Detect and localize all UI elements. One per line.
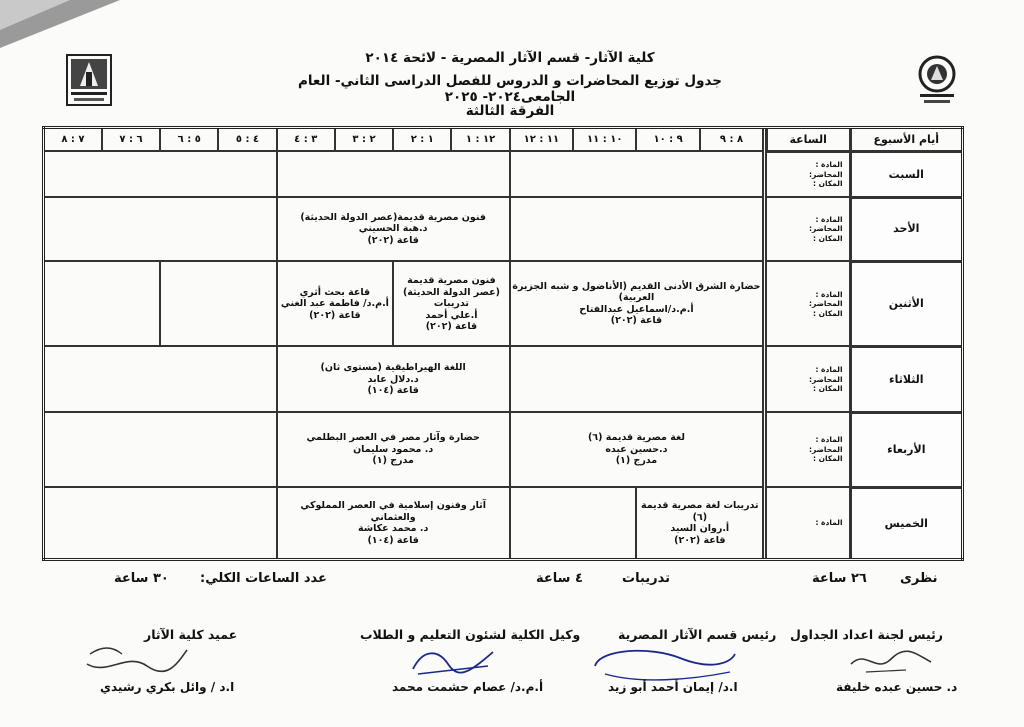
day-thursday: الخميس: [850, 487, 962, 560]
hour-slot: ٨ : ٩: [700, 128, 763, 152]
header-schedule-line: جدول توزيع المحاضرات و الدروس للفصل الدراسى الثاني- العام الجامعى٢٠٢٤- ٢٠٢٥: [297, 73, 723, 105]
subject-label: المادة :: [815, 289, 843, 299]
lecture-lecturer: د. محمد عكاشة: [357, 523, 429, 534]
row-labels: [766, 197, 850, 261]
lecturer-label: المحاضر:: [809, 169, 843, 179]
lecture-room: قاعة (٢٠٢): [674, 534, 726, 546]
lecture-entry: [510, 412, 764, 487]
theory-hours: ٢٦ ساعة: [812, 571, 867, 586]
page-corner-fold-inner: [0, 0, 70, 30]
hour-slot: ٥ : ٦: [160, 128, 218, 152]
table-header-row: [44, 128, 963, 152]
lecture-lecturer: د.دلال عابد: [367, 373, 419, 385]
lecture-subject: حضارة الشرق الأدنى القديم (الأناضول و شبه الجزيرة العربية): [512, 280, 761, 304]
row-labels: [766, 412, 850, 487]
subject-label: المادة :: [815, 435, 843, 445]
place-label: المكان :: [812, 233, 843, 243]
row-labels: [766, 346, 850, 412]
empty-slot: [510, 346, 764, 412]
empty-slot: [44, 487, 277, 560]
lecture-lecturer: د. محمود سليمان: [353, 443, 434, 455]
lecture-lecturer: أ.م.د/ فاطمة عبد الغني: [280, 298, 389, 310]
hour-slot: ٢ : ٣: [335, 128, 393, 152]
lecture-entry: [277, 197, 510, 261]
lecture-lecturer: د.هبة الحسيني: [358, 223, 428, 235]
lecture-subject: تدريبات لغة مصرية قديمة (٦): [641, 500, 759, 523]
lecture-entry: [277, 261, 394, 346]
lecture-room: قاعة (١٠٤): [367, 385, 419, 397]
lecture-entry: [277, 346, 510, 412]
practical-label: تدريبات: [622, 571, 671, 586]
signature-name: ا.د / وائل بكري رشيدي: [100, 680, 235, 694]
hour-header: الساعة: [766, 128, 850, 152]
table-row: [44, 151, 963, 197]
hour-slot: ٤ : ٥: [218, 128, 276, 152]
lecture-entry: [636, 487, 763, 560]
lecture-room: قاعة (٢٠٢): [367, 234, 419, 246]
total-hours-label: عدد الساعات الكلي:: [200, 571, 327, 586]
column-gap: [763, 128, 766, 152]
handwritten-signature: [846, 644, 936, 678]
subject-label: المادة :: [815, 214, 843, 224]
faculty-logo: [914, 54, 960, 106]
practical-hours: ٤ ساعة: [536, 571, 583, 586]
lecture-subject: لغة مصرية قديمة (٦): [587, 432, 685, 444]
place-label: المكان :: [812, 308, 843, 318]
lecture-room: مدرج (١): [372, 455, 414, 467]
empty-slot: [277, 151, 510, 197]
days-header: أيام الأسبوع: [850, 128, 962, 152]
row-labels: [766, 261, 850, 346]
schedule-table: [42, 126, 964, 561]
handwritten-signature: [408, 644, 498, 680]
lecture-subject: اللغة الهيراطيقية (مستوى ثان): [320, 362, 466, 374]
empty-slot: [44, 197, 277, 261]
hour-slot: ١٠ : ١١: [573, 128, 636, 152]
empty-slot: [44, 261, 161, 346]
university-logo: [66, 54, 112, 106]
empty-slot: [44, 412, 277, 487]
signature-name: ا.د/ إيمان أحمد أبو زيد: [608, 680, 738, 694]
lecture-lecturer: أ.روان السيد: [670, 523, 730, 534]
handwritten-signature: [590, 644, 740, 684]
day-wednesday: الأربعاء: [850, 412, 962, 487]
day-monday: الأثنين: [850, 261, 962, 346]
signature-title: وكيل الكلية لشئون التعليم و الطلاب: [360, 627, 581, 642]
row-labels: [766, 151, 850, 197]
empty-slot: [510, 151, 764, 197]
hour-slot: ١١ : ١٢: [510, 128, 573, 152]
day-saturday: السبت: [850, 151, 962, 197]
empty-slot: [510, 197, 764, 261]
lecture-room: قاعة (٢٠٢): [610, 315, 663, 327]
table-row: [44, 412, 963, 487]
header-year-level: الفرقة الثالثة: [465, 103, 555, 119]
lecture-entry: [277, 487, 510, 560]
place-label: المكان :: [812, 384, 843, 394]
lecture-room: قاعة (٢٠٢): [309, 309, 361, 321]
lecture-lecturer: أ.م.د/اسماعيل عبدالفتاح: [579, 303, 694, 315]
signature-title: رئيس لجنة اعداد الجداول: [790, 627, 943, 642]
row-labels: [766, 487, 850, 560]
lecturer-label: المحاضر:: [809, 444, 843, 454]
lecturer-label: المحاضر:: [809, 299, 843, 309]
table-row: [44, 346, 963, 412]
table-row: [44, 261, 963, 346]
signature-title: عميد كلية الآثار: [144, 627, 238, 642]
subject-label: المادة :: [815, 365, 843, 375]
lecture-subject: حضارة وآثار مصر في العصر البطلمي: [306, 432, 480, 444]
lecture-subject: فنون مصرية قديمة (عصر الدولة الحديثة) تدريبات: [402, 275, 500, 310]
lecture-entry: [277, 412, 510, 487]
empty-slot: [44, 346, 277, 412]
header-faculty-line: كلية الآثار- قسم الآثار المصرية - لائحة ٢٠١٤: [365, 50, 655, 66]
hour-slot: ٩ : ١٠: [636, 128, 699, 152]
day-sunday: الأحد: [850, 197, 962, 261]
subject-label: المادة :: [815, 160, 843, 170]
table-row: [44, 197, 963, 261]
total-hours-value: ٣٠ ساعة: [114, 571, 169, 586]
empty-slot: [160, 261, 277, 346]
signature-title: رئيس قسم الآثار المصرية: [618, 627, 777, 642]
lecture-lecturer: أ.علي أحمد: [425, 309, 478, 321]
table-row: [44, 487, 963, 560]
subject-label: المادة :: [815, 518, 843, 528]
lecture-subject: فنون مصرية قديمة(عصر الدولة الحديثة): [300, 211, 486, 223]
lecture-subject: آثار وفنون إسلامية في العصر المملوكي والعثماني: [300, 500, 486, 523]
empty-slot: [44, 151, 277, 197]
handwritten-signature: [82, 644, 192, 680]
lecture-room: مدرج (١): [615, 455, 658, 467]
signature-name: د. حسين عبده خليفة: [836, 680, 958, 694]
lecture-room: قاعة (٢٠٢): [425, 321, 478, 333]
empty-slot: [510, 487, 637, 560]
hour-slot: ٣ : ٤: [277, 128, 335, 152]
place-label: المكان :: [812, 454, 843, 464]
hour-slot: ١٢ : ١: [451, 128, 509, 152]
lecture-lecturer: د.حسين عبده: [605, 443, 668, 455]
lecturer-label: المحاضر:: [809, 374, 843, 384]
place-label: المكان :: [812, 179, 843, 189]
signature-name: أ.م.د/ عصام حشمت محمد: [392, 680, 544, 694]
hour-slot: ٧ : ٨: [44, 128, 102, 152]
lecture-room: قاعة (١٠٤): [367, 534, 419, 546]
lecturer-label: المحاضر:: [809, 224, 843, 234]
lecture-entry: [510, 261, 764, 346]
lecture-subject: قاعة بحث أثري: [299, 286, 371, 298]
hour-slot: ٦ : ٧: [102, 128, 160, 152]
theory-label: نظرى: [900, 571, 938, 586]
lecture-entry: [393, 261, 510, 346]
day-tuesday: الثلاثاء: [850, 346, 962, 412]
hour-slot: ١ : ٢: [393, 128, 451, 152]
